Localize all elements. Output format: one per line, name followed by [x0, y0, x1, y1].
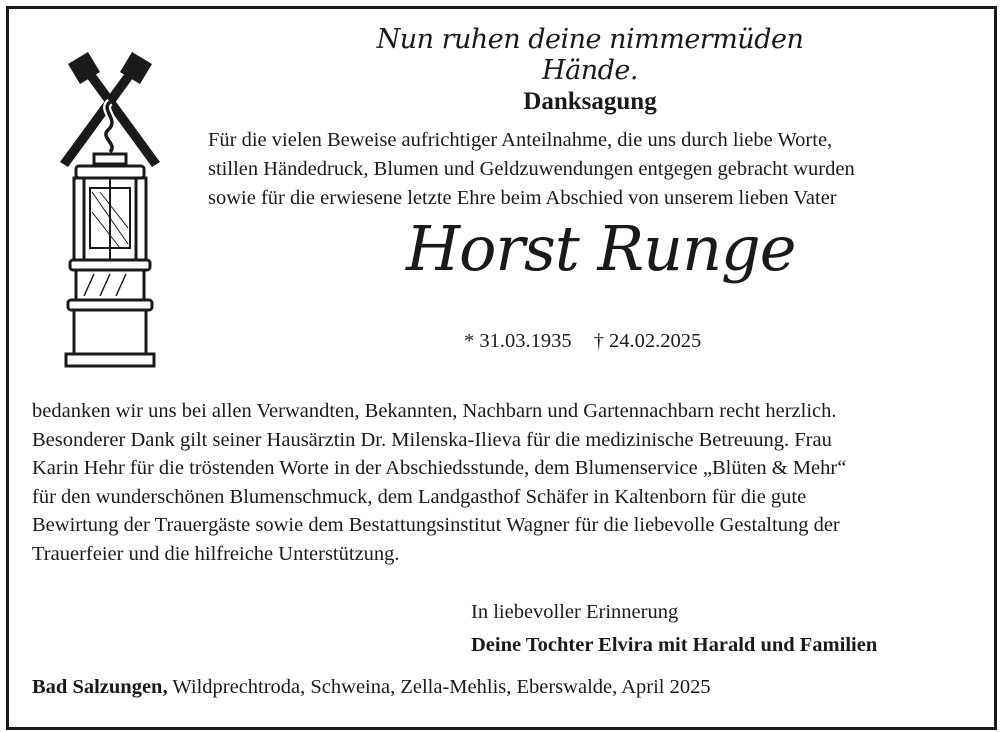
signers: Deine Tochter Elvira mit Harald und Familien: [471, 634, 878, 656]
heading: Danksagung: [523, 88, 657, 115]
body-line: Trauerfeier und die hilfreiche Unterstützung.: [32, 542, 400, 565]
birth-date: * 31.03.1935: [464, 330, 572, 352]
body-line: bedanken wir uns bei allen Verwandten, Bekannten, Nachbarn und Gartennachbarn recht herzlich.: [32, 400, 837, 422]
motto: Nun ruhen deine nimmermüden Hände.: [376, 24, 804, 86]
footer-places: [32, 676, 972, 699]
body-line: Bewirtung der Trauergäste sowie dem Bestattungsinstitut Wagner für die liebevolle Gestaltung der: [32, 514, 840, 536]
body-line: für den wunderschönen Blumenschmuck, dem Landgasthof Schäfer in Kaltenborn für die gute: [32, 485, 807, 508]
intro-line: Für die vielen Beweise aufrichtiger Anteilnahme, die uns durch liebe Worte,: [208, 129, 833, 151]
closing-greeting: In liebevoller Erinnerung: [471, 601, 679, 623]
deceased-name: Horst Runge: [406, 212, 796, 285]
body-line: Besonderer Dank gilt seiner Hausärztin Dr. Milenska-Ilieva für die medizinische Betreuung. Frau: [32, 428, 832, 451]
intro-paragraph: [208, 126, 968, 213]
body-line: Karin Hehr für die tröstenden Worte in der Abschiedsstunde, dem Blumenservice „Blüten & Mehr“: [32, 457, 847, 479]
footer-place-bold: Bad Salzungen,: [32, 676, 168, 698]
closing-block: [471, 596, 971, 662]
thanks-paragraph: [32, 397, 972, 568]
intro-line: stillen Händedruck, Blumen und Geldzuwendungen entgegen gebracht wurden: [208, 158, 855, 180]
footer-places-rest: Wildprechtroda, Schweina, Zella-Mehlis, Eberswalde, April 2025: [172, 676, 711, 698]
intro-line: sowie für die erwiesene letzte Ehre beim Abschied von unserem lieben Vater: [208, 187, 837, 209]
miners-hammer-and-lamp-icon: [60, 52, 160, 370]
life-dates: [464, 330, 864, 353]
death-date: † 24.02.2025: [593, 330, 702, 352]
